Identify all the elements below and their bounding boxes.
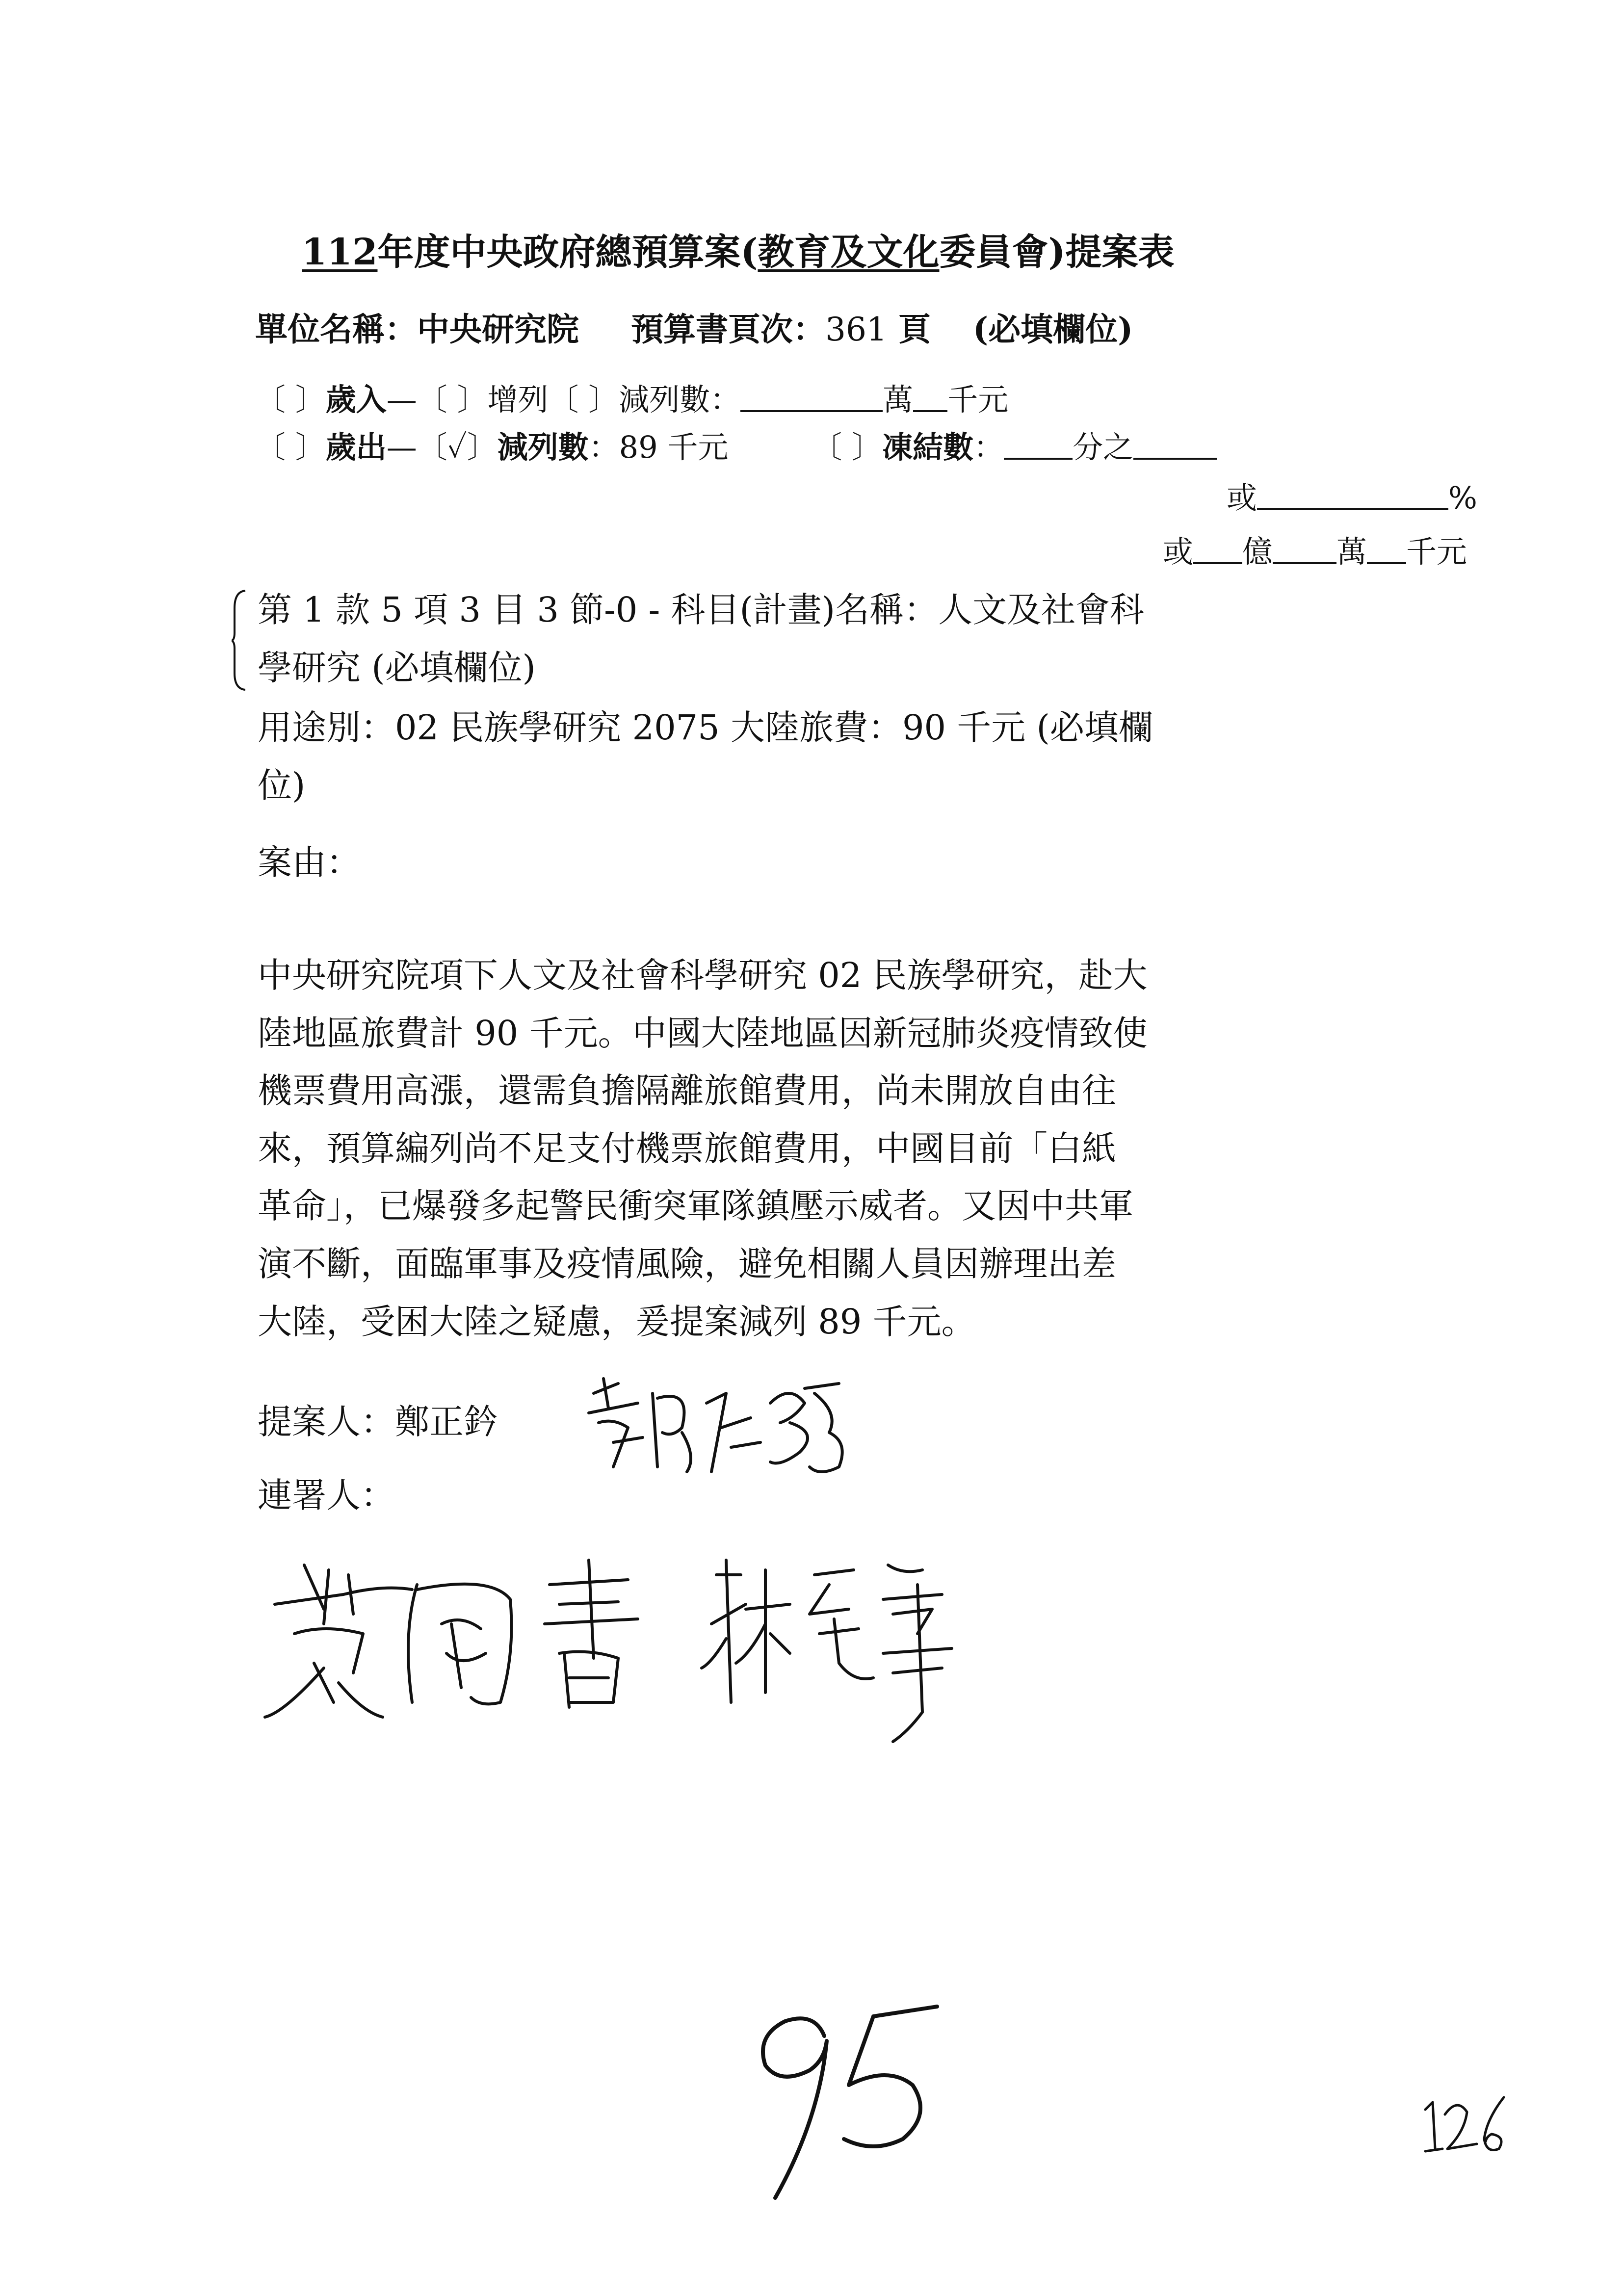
handwritten-sheet-number-drawing [1418, 2090, 1516, 2164]
increase-checkbox[interactable]: 〔 〕 [417, 382, 488, 417]
reason-line: 革命」，已爆發多起警民衝突軍隊鎮壓示威者。又因中共軍 [258, 1186, 1133, 1226]
proposer-signature-drawing [584, 1374, 878, 1482]
required-note: (必填欄位) [972, 310, 1133, 348]
reason-line: 陸地區旅費計 90 千元。中國大陸地區因新冠肺炎疫情致使 [258, 1013, 1148, 1053]
increase-label: 增列 [487, 382, 549, 417]
dash: — [386, 382, 417, 417]
qian2-label: 千元 [1406, 534, 1467, 570]
yi-label: 億 [1242, 534, 1273, 570]
cosigner-line: 連署人： [258, 1475, 395, 1515]
title-middle: 年度中央政府總預算案( [377, 231, 758, 273]
unit-label: 單位名稱：中央研究院 [255, 310, 579, 348]
reason-text [258, 947, 1148, 1351]
decrease-wan-field[interactable] [740, 380, 883, 412]
freeze-qian-field[interactable] [1367, 532, 1406, 564]
expense-option-line [255, 423, 1217, 467]
dash: — [386, 429, 417, 465]
title-year: 112 [302, 231, 378, 273]
subject-line-2: 學研究 (必填欄位) [258, 647, 536, 688]
freeze-percent-field[interactable] [1257, 478, 1448, 510]
form-title [302, 223, 1175, 275]
fraction-label: 分之 [1073, 429, 1134, 465]
title-end: 委員會)提案表 [939, 231, 1175, 273]
freeze-colon: ： [973, 429, 1004, 465]
income-label: 歲入 [325, 382, 387, 417]
usage-line-2: 位) [258, 765, 306, 806]
expense-label: 歲出 [325, 429, 387, 465]
proposer-name: 鄭正鈐 [395, 1402, 498, 1442]
wan2-label: 萬 [1336, 534, 1367, 570]
budget-page-suffix: 頁 [898, 310, 931, 348]
freeze-yi-field[interactable] [1193, 532, 1242, 564]
reason-line: 中央研究院項下人文及社會科學研究 02 民族學研究，赴大 [258, 955, 1148, 995]
proposer-line [258, 1393, 498, 1451]
usage-block [258, 699, 1153, 814]
decrease-qian-field[interactable] [913, 380, 947, 412]
income-checkbox[interactable]: 〔 〕 [255, 382, 326, 417]
reason-label: 案由： [258, 842, 361, 883]
expense-cut-label: 減列數 [497, 429, 589, 465]
reason-line: 來，預算編列尚不足支付機票旅館費用，中國目前「白紙 [258, 1128, 1116, 1169]
reason-line: 機票費用高漲，還需負擔隔離旅館費用，尚未開放自由往 [258, 1070, 1116, 1111]
unit-line [255, 303, 1133, 350]
expense-cut-checkbox[interactable]: 〔✓〕 [417, 429, 498, 465]
wan-label: 萬 [883, 382, 914, 417]
freeze-percent-line [1227, 473, 1477, 517]
subject-block [258, 581, 1144, 697]
reason-line: 大陸，受困大陸之疑慮，爰提案減列 89 千元。 [258, 1301, 976, 1342]
qian-label: 千元 [947, 382, 1009, 417]
cosigner-signatures-drawing [255, 1555, 1040, 1751]
freeze-amount-line [1163, 527, 1467, 571]
decrease-checkbox[interactable]: 〔 〕 [548, 382, 619, 417]
reason-line: 演不斷，面臨軍事及疫情風險，避免相關人員因辦理出差 [258, 1243, 1116, 1284]
decrease-label: 減列數： [619, 382, 741, 417]
handwritten-page-number-drawing [726, 1992, 962, 2218]
budget-page-label: 預算書頁次： [630, 310, 825, 348]
freeze-checkbox[interactable]: 〔 〕 [812, 429, 883, 465]
expense-checkbox[interactable]: 〔 〕 [255, 429, 326, 465]
percent-label: % [1448, 480, 1477, 516]
budget-page-number: 361 [825, 311, 887, 348]
title-committee: 教育及文化 [758, 231, 940, 273]
freeze-wan-field[interactable] [1273, 532, 1336, 564]
freeze-denominator-field[interactable] [1004, 427, 1073, 460]
subject-line-1: 第 1 款 5 項 3 目 3 節-0 - 科目(計畫)名稱：人文及社會科 [258, 590, 1145, 630]
income-option-line [255, 375, 1008, 419]
freeze-label: 凍結數 [882, 429, 974, 465]
brace-bracket [232, 589, 246, 692]
or-label: 或 [1227, 480, 1257, 516]
expense-cut-value: ：89 千元 [588, 429, 729, 465]
proposer-label: 提案人： [258, 1402, 395, 1442]
usage-line-1: 用途別：02 民族學研究 2075 大陸旅費：90 千元 (必填欄 [258, 707, 1153, 748]
or-label: 或 [1163, 534, 1194, 570]
freeze-numerator-field[interactable] [1133, 427, 1217, 460]
